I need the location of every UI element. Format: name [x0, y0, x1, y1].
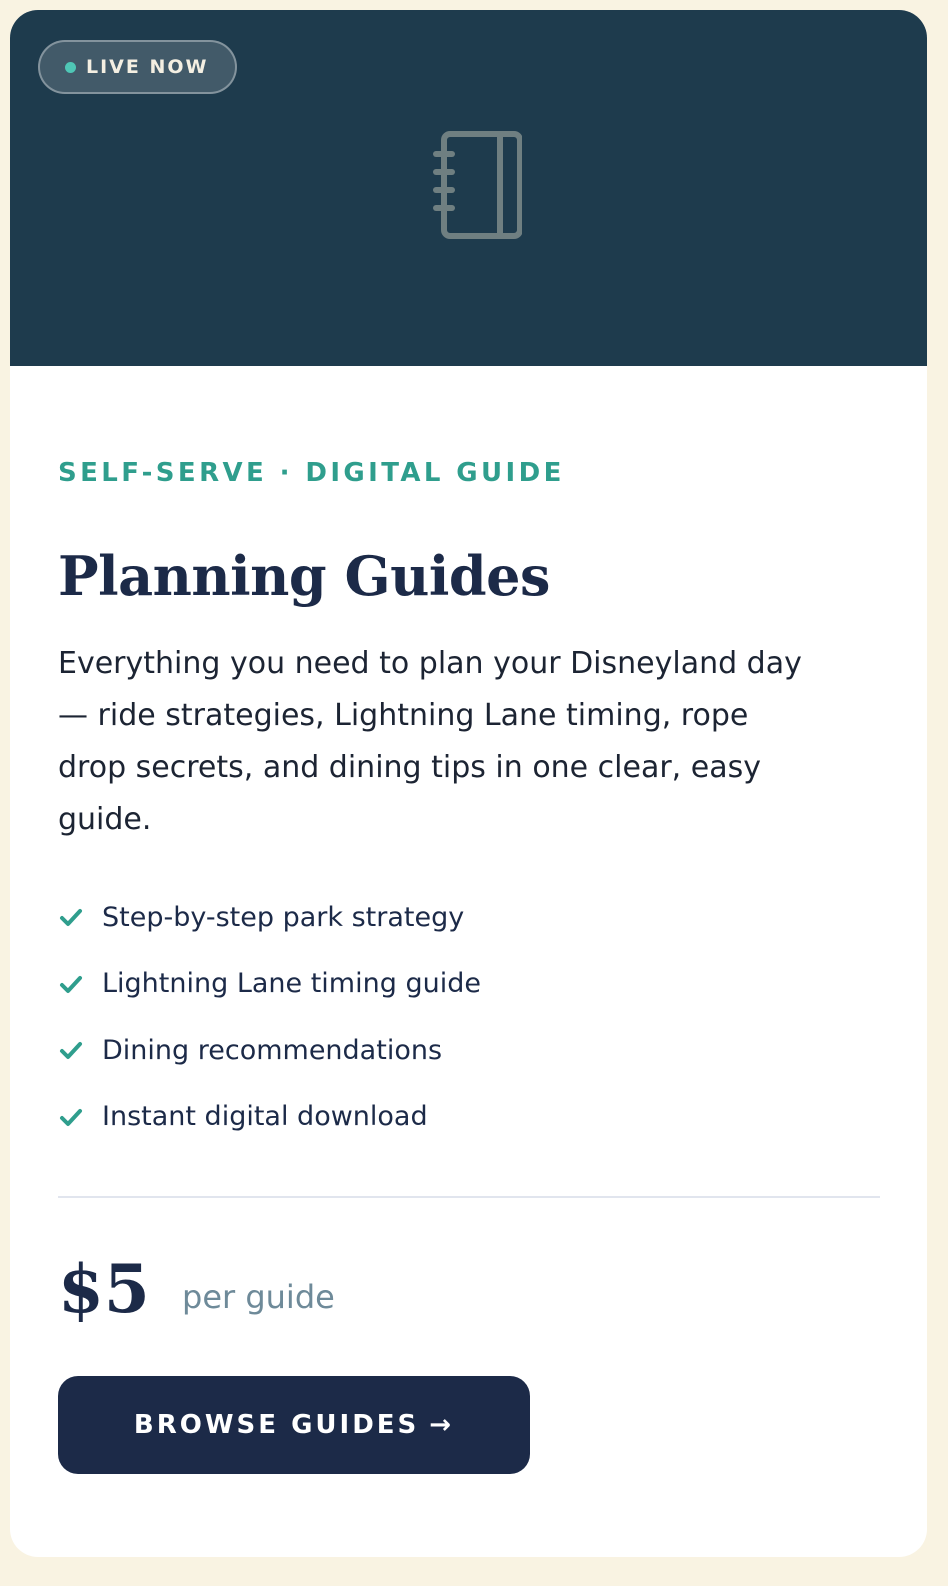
feature-label: Dining recommendations [102, 1034, 443, 1066]
browse-guides-label: BROWSE GUIDES [133, 1410, 420, 1440]
product-card [10, 10, 927, 1557]
section-divider [58, 1196, 880, 1198]
hero-banner [10, 10, 927, 366]
live-indicator-dot [65, 62, 76, 73]
feature-item [58, 1017, 481, 1084]
arrow-right-icon: → [429, 1410, 455, 1440]
feature-label: Instant digital download [102, 1101, 428, 1133]
live-status-badge [38, 40, 237, 94]
notebook-icon [422, 130, 522, 240]
product-title: Planning Guides [58, 544, 550, 608]
feature-label: Step-by-step park strategy [102, 901, 465, 933]
feature-item [58, 1084, 481, 1151]
browse-guides-button[interactable] [58, 1376, 530, 1474]
price-unit: per guide [182, 1278, 335, 1316]
price-amount: $5 [58, 1250, 150, 1328]
check-icon [58, 1104, 84, 1130]
feature-label: Lightning Lane timing guide [102, 968, 481, 1000]
check-icon [58, 971, 84, 997]
feature-item [58, 951, 481, 1018]
feature-item [58, 884, 481, 951]
check-icon [58, 904, 84, 930]
feature-list [58, 884, 481, 1150]
product-description: Everything you need to plan your Disneyland day — ride strategies, Lightning Lane timing, rope drop secrets, and dining tips in one clear, easy guide. [58, 646, 802, 837]
live-badge-label: LIVE NOW [86, 56, 209, 78]
check-icon [58, 1037, 84, 1063]
product-category: SELF-SERVE · DIGITAL GUIDE [58, 458, 565, 488]
